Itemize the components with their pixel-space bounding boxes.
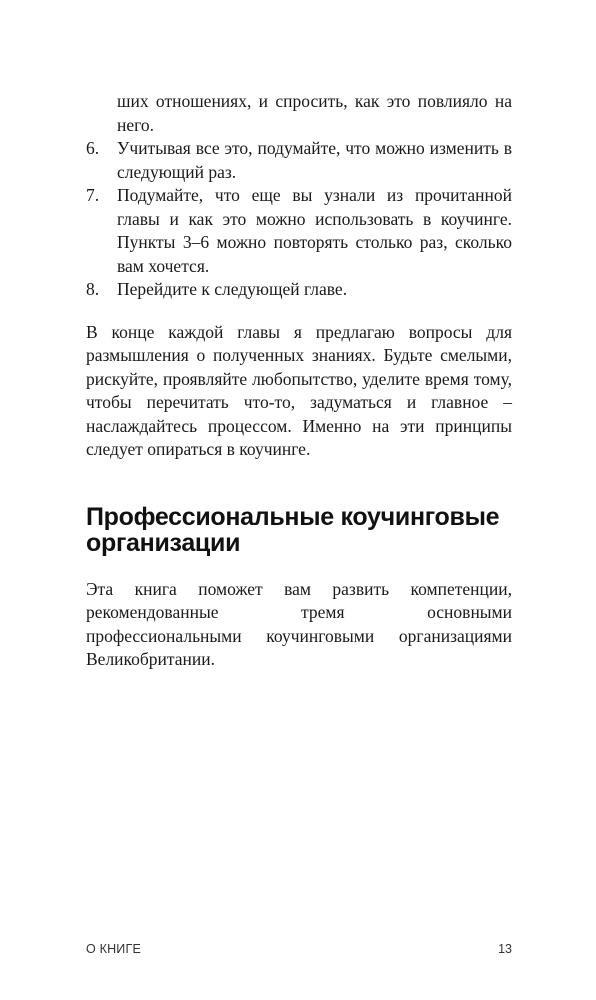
list-item-text: Подумайте, что еще вы узнали из прочитанной главы и как это можно использовать в коучинге. Пункты 3–6 можно повторять столько раз, сколько вам хочется.: [117, 185, 512, 276]
body-paragraph: Эта книга поможет вам развить компетенции, рекомендованные тремя основными профессиональными коучинговыми организациями Великобритании.: [86, 578, 512, 669]
list-item-text: ших отношениях, и спросить, как это повлияло на него.: [117, 91, 512, 135]
list-item: [86, 278, 512, 302]
list-item: [86, 184, 512, 278]
list-item: [86, 137, 512, 184]
list-item-text: Перейдите к следующей главе.: [117, 279, 348, 299]
page-body: [86, 90, 512, 672]
list-item-number: 7.: [86, 185, 100, 205]
body-paragraph: В конце каждой главы я предлагаю вопросы для размышления о полученных знаниях. Будьте смелыми, рискуйте, проявляйте любопытство, уделите время тому, чтобы перечитать что-то, задуматься и главное – наслаждайтесь процессом. Именно на эти принципы следует опираться в коучинге.: [86, 321, 512, 459]
list-item-number: 6.: [86, 138, 100, 158]
section-heading: Профессиональные коучинговые организации: [86, 502, 500, 557]
list-item-number: 8.: [86, 279, 100, 299]
page-number: 13: [498, 942, 512, 956]
running-footer-title: О КНИГЕ: [86, 942, 141, 956]
list-item-text: Учитывая все это, подумайте, что можно изменить в следующий раз.: [117, 138, 512, 182]
numbered-list: [86, 90, 512, 302]
list-item-continuation: [86, 90, 512, 137]
